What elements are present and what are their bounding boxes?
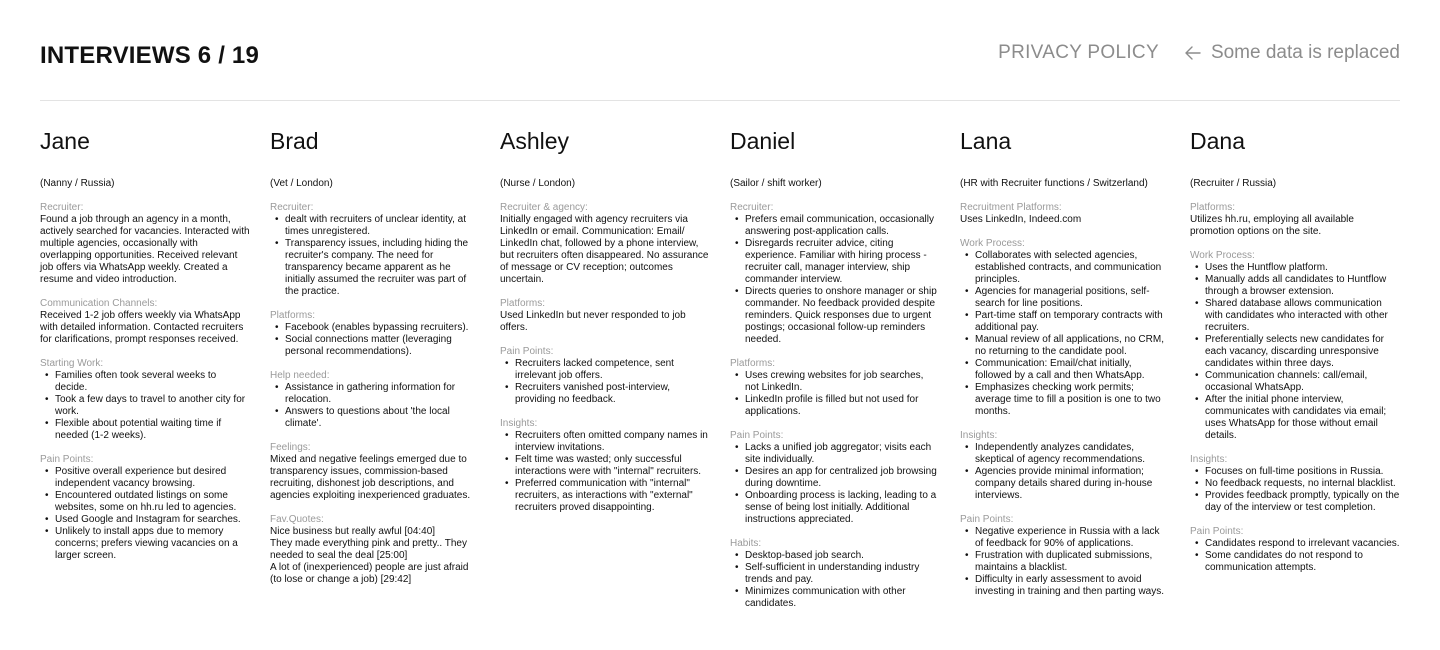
section-label: Recruiter: bbox=[270, 202, 314, 213]
interview-section bbox=[500, 202, 710, 286]
section-text: Initially engaged with agency recruiters via LinkedIn or email. Communication: Email/ LinkedIn chat, followed by a phone interview, but recruiters often disappeared. No assurance of message or CV reception; outcomes uncertain. bbox=[500, 214, 709, 285]
list-item: • Focuses on full-time positions in Russia. bbox=[1190, 466, 1400, 478]
interview-column-dana bbox=[1190, 126, 1420, 622]
list-item: • Lacks a unified job aggregator; visits each site individually. bbox=[730, 442, 940, 466]
interview-column-daniel bbox=[730, 126, 960, 622]
interview-section bbox=[270, 310, 480, 358]
list-item: • Manual review of all applications, no CRM, no returning to the candidate pool. bbox=[960, 334, 1170, 358]
interviewee-name: Brad bbox=[270, 128, 319, 154]
interviewee-role: (Nanny / Russia) bbox=[40, 178, 115, 189]
section-text: Used LinkedIn but never responded to job offers. bbox=[500, 310, 686, 333]
interview-section bbox=[40, 454, 250, 562]
interview-section bbox=[730, 202, 940, 346]
section-label: Feelings: bbox=[270, 442, 311, 453]
interview-column-lana bbox=[960, 126, 1190, 622]
section-text: Mixed and negative feelings emerged due to transparency issues, commission-based recruiting, dishonest job descriptions, and agencies exploiting inexperienced graduates. bbox=[270, 454, 471, 501]
section-text: Uses LinkedIn, Indeed.com bbox=[960, 214, 1082, 225]
list-item: • Collaborates with selected agencies, established contracts, and communication principles. bbox=[960, 250, 1170, 286]
interview-column-ashley bbox=[500, 126, 730, 622]
section-label: Insights: bbox=[960, 430, 998, 441]
section-text: Found a job through an agency in a month, actively searched for vacancies. Interacted with multiple agencies, occasionally with overlapping opportunities. Received relevant job offers via WhatsApp weekly. Created a resume and video introduction. bbox=[40, 214, 250, 285]
list-item: • Provides feedback promptly, typically on the day of the interview or test completion. bbox=[1190, 490, 1400, 514]
list-item: • Frustration with duplicated submissions, maintains a blacklist. bbox=[960, 550, 1170, 574]
section-label: Work Process: bbox=[1190, 250, 1255, 261]
section-label: Recruiter & agency: bbox=[500, 202, 588, 213]
page-title: INTERVIEWS 6 / 19 bbox=[40, 42, 260, 69]
interview-section bbox=[270, 514, 480, 586]
section-label: Pain Points: bbox=[1190, 526, 1244, 537]
list-item: • Difficulty in early assessment to avoid investing in training and then parting ways. bbox=[960, 574, 1170, 598]
section-list bbox=[270, 214, 480, 298]
section-label: Communication Channels: bbox=[40, 298, 158, 309]
list-item: • Self-sufficient in understanding industry trends and pay. bbox=[730, 562, 940, 586]
section-label: Habits: bbox=[730, 538, 762, 549]
section-text: Received 1-2 job offers weekly via WhatsApp with detailed information. Contacted recruiters for clarifications, prompt responses received. bbox=[40, 310, 244, 345]
interview-section bbox=[1190, 250, 1400, 442]
section-list bbox=[500, 358, 710, 406]
interview-section bbox=[960, 202, 1170, 226]
data-replaced-note: Some data is replaced bbox=[1210, 42, 1400, 63]
interviewee-name: Dana bbox=[1190, 128, 1245, 154]
section-list bbox=[1190, 262, 1400, 442]
interview-columns bbox=[40, 126, 1420, 622]
interview-section bbox=[500, 418, 710, 514]
list-item: • Recruiters often omitted company names in interview invitations. bbox=[500, 430, 710, 454]
list-item: • Prefers email communication, occasionally answering post-application calls. bbox=[730, 214, 940, 238]
header-divider bbox=[40, 100, 1400, 101]
section-label: Platforms: bbox=[500, 298, 546, 309]
section-list bbox=[960, 442, 1170, 502]
section-label: Recruiter: bbox=[730, 202, 774, 213]
list-item: • Uses crewing websites for job searches, not LinkedIn. bbox=[730, 370, 940, 394]
list-item: • Shared database allows communication with candidates who interacted with other recruiters. bbox=[1190, 298, 1400, 334]
list-item: • Preferentially selects new candidates for each vacancy, discarding unresponsive candidates within three days. bbox=[1190, 334, 1400, 370]
arrow-left-icon bbox=[1185, 46, 1201, 60]
list-item: • Agencies for managerial positions, self-search for line positions. bbox=[960, 286, 1170, 310]
list-item: • Communication channels: call/email, occasional WhatsApp. bbox=[1190, 370, 1400, 394]
list-item: • Transparency issues, including hiding the recruiter's company. The need for transparency became apparent as he initially assumed the recruiter was part of the practice. bbox=[270, 238, 480, 298]
list-item: • dealt with recruiters of unclear identity, at times unregistered. bbox=[270, 214, 480, 238]
section-label: Pain Points: bbox=[960, 514, 1014, 525]
interview-section bbox=[270, 202, 480, 298]
section-label: Platforms: bbox=[1190, 202, 1236, 213]
section-label: Pain Points: bbox=[40, 454, 94, 465]
section-list bbox=[730, 442, 940, 526]
section-list bbox=[730, 214, 940, 346]
interview-section bbox=[960, 238, 1170, 418]
interview-section bbox=[730, 430, 940, 526]
interview-section bbox=[730, 358, 940, 418]
header-actions bbox=[998, 42, 1400, 64]
interview-section bbox=[730, 538, 940, 610]
interviewee-role: (Sailor / shift worker) bbox=[730, 178, 822, 189]
interviewee-role: (HR with Recruiter functions / Switzerland) bbox=[960, 178, 1148, 189]
section-label: Recruiter: bbox=[40, 202, 84, 213]
section-label: Platforms: bbox=[270, 310, 316, 321]
list-item: • Answers to questions about 'the local climate'. bbox=[270, 406, 480, 430]
section-label: Insights: bbox=[500, 418, 538, 429]
interviewee-name: Ashley bbox=[500, 128, 570, 154]
list-item: • Unlikely to install apps due to memory concerns; prefers viewing vacancies on a larger screen. bbox=[40, 526, 250, 562]
interview-section bbox=[1190, 454, 1400, 514]
interview-section bbox=[1190, 202, 1400, 238]
section-list bbox=[960, 250, 1170, 418]
interview-section bbox=[270, 370, 480, 430]
list-item: • Directs queries to onshore manager or ship commander. No feedback provided despite reminders. Quick responses due to urgent postings; occasional follow-up reminders needed. bbox=[730, 286, 940, 346]
list-item: • Desktop-based job search. bbox=[730, 550, 940, 562]
list-item: • Uses the Huntflow platform. bbox=[1190, 262, 1400, 274]
interviewee-name: Lana bbox=[960, 128, 1012, 154]
list-item: • Recruiters lacked competence, sent irrelevant job offers. bbox=[500, 358, 710, 382]
list-item: • Minimizes communication with other candidates. bbox=[730, 586, 940, 610]
section-list bbox=[500, 430, 710, 514]
list-item: • Candidates respond to irrelevant vacancies. bbox=[1190, 538, 1400, 550]
section-text: Utilizes hh.ru, employing all available promotion options on the site. bbox=[1190, 214, 1354, 237]
interview-column-jane bbox=[40, 126, 270, 622]
list-item: • Emphasizes checking work permits; average time to fill a position is one to two months. bbox=[960, 382, 1170, 418]
list-item: • Encountered outdated listings on some websites, some on hh.ru led to agencies. bbox=[40, 490, 250, 514]
interviewee-role: (Vet / London) bbox=[270, 178, 333, 189]
interviewee-role: (Recruiter / Russia) bbox=[1190, 178, 1277, 189]
interview-section bbox=[40, 358, 250, 442]
list-item: • Assistance in gathering information for relocation. bbox=[270, 382, 480, 406]
section-list bbox=[730, 550, 940, 610]
list-item: • Took a few days to travel to another city for work. bbox=[40, 394, 250, 418]
list-item: • Social connections matter (leveraging personal recommendations). bbox=[270, 334, 480, 358]
interview-column-brad bbox=[270, 126, 500, 622]
list-item: • Disregards recruiter advice, citing experience. Familiar with hiring process - recruiter call, manager interview, ship commander interview. bbox=[730, 238, 940, 286]
section-label: Insights: bbox=[1190, 454, 1228, 465]
section-label: Pain Points: bbox=[500, 346, 554, 357]
list-item: • Negative experience in Russia with a lack of feedback for 90% of applications. bbox=[960, 526, 1170, 550]
interview-section bbox=[1190, 526, 1400, 574]
list-item: • Flexible about potential waiting time if needed (1-2 weeks). bbox=[40, 418, 250, 442]
list-item: • Communication: Email/chat initially, followed by a call and then WhatsApp. bbox=[960, 358, 1170, 382]
interview-section bbox=[40, 202, 250, 286]
list-item: • Positive overall experience but desired independent vacancy browsing. bbox=[40, 466, 250, 490]
section-label: Recruitment Platforms: bbox=[960, 202, 1062, 213]
section-label: Work Process: bbox=[960, 238, 1025, 249]
section-label: Platforms: bbox=[730, 358, 776, 369]
section-list bbox=[960, 526, 1170, 598]
section-label: Pain Points: bbox=[730, 430, 784, 441]
list-item: • Felt time was wasted; only successful interactions were with "internal" recruiters. bbox=[500, 454, 710, 478]
list-item: • Some candidates do not respond to communication attempts. bbox=[1190, 550, 1400, 574]
list-item: • Desires an app for centralized job browsing during downtime. bbox=[730, 466, 940, 490]
list-item: • Recruiters vanished post-interview, providing no feedback. bbox=[500, 382, 710, 406]
list-item: • Facebook (enables bypassing recruiters). bbox=[270, 322, 480, 334]
privacy-policy-link[interactable]: PRIVACY POLICY bbox=[998, 42, 1159, 63]
list-item: • Part-time staff on temporary contracts with additional pay. bbox=[960, 310, 1170, 334]
list-item: • After the initial phone interview, communicates with candidates via email; uses WhatsApp for those without email details. bbox=[1190, 394, 1400, 442]
interview-section bbox=[270, 442, 480, 502]
interview-section bbox=[500, 298, 710, 334]
section-label: Fav.Quotes: bbox=[270, 514, 324, 525]
interviewee-role: (Nurse / London) bbox=[500, 178, 576, 189]
section-list bbox=[270, 322, 480, 358]
section-list bbox=[1190, 466, 1400, 514]
list-item: • LinkedIn profile is filled but not used for applications. bbox=[730, 394, 940, 418]
list-item: • Used Google and Instagram for searches. bbox=[40, 514, 250, 526]
list-item: • Manually adds all candidates to Huntflow through a browser extension. bbox=[1190, 274, 1400, 298]
section-list bbox=[270, 382, 480, 430]
section-list bbox=[1190, 538, 1400, 574]
section-list bbox=[40, 370, 250, 442]
list-item: • No feedback requests, no internal blacklist. bbox=[1190, 478, 1400, 490]
interviewee-name: Daniel bbox=[730, 128, 796, 154]
interview-section bbox=[960, 430, 1170, 502]
list-item: • Onboarding process is lacking, leading to a sense of being lost initially. Additional instructions appreciated. bbox=[730, 490, 940, 526]
interviewee-name: Jane bbox=[40, 128, 90, 154]
section-label: Help needed: bbox=[270, 370, 330, 381]
page-header bbox=[40, 40, 1400, 80]
interview-section bbox=[960, 514, 1170, 598]
list-item: • Agencies provide minimal information; company details shared during in-house interviews. bbox=[960, 466, 1170, 502]
interview-section bbox=[40, 298, 250, 346]
list-item: • Independently analyzes candidates, skeptical of agency recommendations. bbox=[960, 442, 1170, 466]
list-item: • Families often took several weeks to decide. bbox=[40, 370, 250, 394]
list-item: • Preferred communication with "internal" recruiters, as interactions with "external" recruiters proved disappointing. bbox=[500, 478, 710, 514]
section-list bbox=[730, 370, 940, 418]
section-text: Nice business but really awful [04:40] They made everything pink and pretty.. They needed to seal the deal [25:00] A lot of (inexperienced) people are just afraid (to lose or change a job) [29:42] bbox=[270, 526, 469, 585]
section-list bbox=[40, 466, 250, 562]
section-label: Starting Work: bbox=[40, 358, 104, 369]
interview-section bbox=[500, 346, 710, 406]
